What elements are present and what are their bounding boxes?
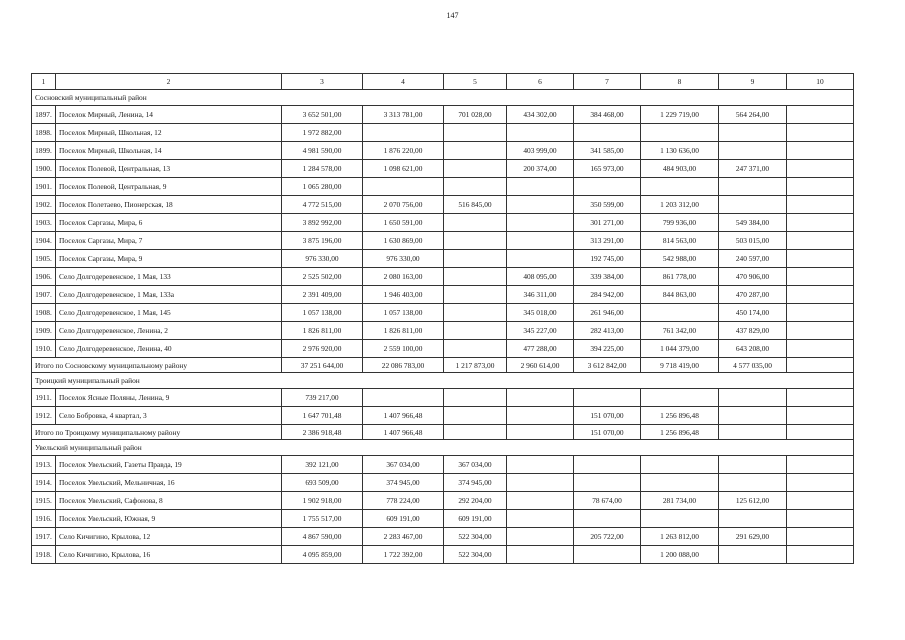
amount-cell bbox=[787, 232, 854, 250]
address-cell: Поселок Саргазы, Мира, 6 bbox=[56, 214, 282, 232]
amount-cell bbox=[719, 389, 787, 407]
address-cell: Село Долгодеревенское, Ленина, 40 bbox=[56, 340, 282, 358]
amount-cell: 4 981 590,00 bbox=[282, 142, 363, 160]
amount-cell: 205 722,00 bbox=[574, 528, 641, 546]
amount-cell: 477 288,00 bbox=[507, 340, 574, 358]
section-title: Троицкий муниципальный район bbox=[32, 373, 854, 389]
total-label: Итого по Сосновскому муниципальному району bbox=[32, 358, 282, 373]
amount-cell bbox=[507, 232, 574, 250]
table-row bbox=[32, 214, 854, 232]
amount-cell bbox=[719, 456, 787, 474]
amount-cell: 339 384,00 bbox=[574, 268, 641, 286]
amount-cell bbox=[444, 160, 507, 178]
address-cell: Поселок Полевой, Центральная, 13 bbox=[56, 160, 282, 178]
amount-cell: 192 745,00 bbox=[574, 250, 641, 268]
amount-cell: 522 304,00 bbox=[444, 528, 507, 546]
amount-cell: 313 291,00 bbox=[574, 232, 641, 250]
total-cell: 2 386 918,48 bbox=[282, 425, 363, 440]
amount-cell bbox=[787, 492, 854, 510]
column-header: 6 bbox=[507, 74, 574, 90]
address-cell: Село Долгодеревенское, 1 Мая, 133 bbox=[56, 268, 282, 286]
amount-cell: 437 829,00 bbox=[719, 322, 787, 340]
amount-cell: 4 867 590,00 bbox=[282, 528, 363, 546]
amount-cell bbox=[444, 407, 507, 425]
amount-cell bbox=[787, 304, 854, 322]
address-cell: Село Долгодеревенское, 1 Мая, 133а bbox=[56, 286, 282, 304]
amount-cell: 2 559 100,00 bbox=[363, 340, 444, 358]
amount-cell bbox=[787, 286, 854, 304]
amount-cell: 408 095,00 bbox=[507, 268, 574, 286]
table-row bbox=[32, 456, 854, 474]
amount-cell: 240 597,00 bbox=[719, 250, 787, 268]
amount-cell: 291 629,00 bbox=[719, 528, 787, 546]
amount-cell bbox=[641, 178, 719, 196]
amount-cell bbox=[574, 474, 641, 492]
amount-cell: 2 976 920,00 bbox=[282, 340, 363, 358]
row-number: 1905. bbox=[32, 250, 56, 268]
amount-cell: 778 224,00 bbox=[363, 492, 444, 510]
address-cell: Село Бобровка, 4 квартал, 3 bbox=[56, 407, 282, 425]
amount-cell bbox=[787, 389, 854, 407]
amount-cell bbox=[641, 124, 719, 142]
amount-cell: 281 734,00 bbox=[641, 492, 719, 510]
amount-cell: 1 284 578,00 bbox=[282, 160, 363, 178]
amount-cell bbox=[507, 389, 574, 407]
total-row bbox=[32, 425, 854, 440]
table-row bbox=[32, 474, 854, 492]
amount-cell: 1 263 812,00 bbox=[641, 528, 719, 546]
amount-cell: 739 217,00 bbox=[282, 389, 363, 407]
row-number: 1899. bbox=[32, 142, 56, 160]
amount-cell: 1 876 220,00 bbox=[363, 142, 444, 160]
address-cell: Поселок Мирный, Школьная, 14 bbox=[56, 142, 282, 160]
amount-cell: 374 945,00 bbox=[444, 474, 507, 492]
amount-cell bbox=[444, 340, 507, 358]
amount-cell: 484 903,00 bbox=[641, 160, 719, 178]
amount-cell: 1 057 138,00 bbox=[363, 304, 444, 322]
amount-cell: 1 826 811,00 bbox=[363, 322, 444, 340]
amount-cell: 346 311,00 bbox=[507, 286, 574, 304]
section-title: Сосновский муниципальный район bbox=[32, 90, 854, 106]
amount-cell: 350 599,00 bbox=[574, 196, 641, 214]
amount-cell bbox=[787, 407, 854, 425]
amount-cell: 976 330,00 bbox=[363, 250, 444, 268]
amount-cell bbox=[507, 456, 574, 474]
amount-cell: 374 945,00 bbox=[363, 474, 444, 492]
amount-cell bbox=[719, 178, 787, 196]
amount-cell: 151 070,00 bbox=[574, 407, 641, 425]
amount-cell: 1 256 896,48 bbox=[641, 407, 719, 425]
data-table bbox=[31, 73, 854, 564]
amount-cell bbox=[719, 510, 787, 528]
amount-cell: 292 204,00 bbox=[444, 492, 507, 510]
column-header: 5 bbox=[444, 74, 507, 90]
amount-cell: 693 509,00 bbox=[282, 474, 363, 492]
amount-cell: 799 936,00 bbox=[641, 214, 719, 232]
row-number: 1907. bbox=[32, 286, 56, 304]
amount-cell bbox=[719, 142, 787, 160]
table-row bbox=[32, 178, 854, 196]
amount-cell bbox=[787, 160, 854, 178]
table-row bbox=[32, 232, 854, 250]
column-header: 8 bbox=[641, 74, 719, 90]
table-row bbox=[32, 340, 854, 358]
total-cell bbox=[719, 425, 787, 440]
table-row bbox=[32, 106, 854, 124]
amount-cell bbox=[719, 196, 787, 214]
amount-cell bbox=[444, 142, 507, 160]
row-number: 1914. bbox=[32, 474, 56, 492]
total-cell: 2 960 614,00 bbox=[507, 358, 574, 373]
amount-cell: 503 015,00 bbox=[719, 232, 787, 250]
amount-cell: 434 302,00 bbox=[507, 106, 574, 124]
row-number: 1918. bbox=[32, 546, 56, 564]
row-number: 1913. bbox=[32, 456, 56, 474]
header-row bbox=[32, 74, 854, 90]
amount-cell bbox=[363, 178, 444, 196]
amount-cell bbox=[719, 407, 787, 425]
amount-cell bbox=[787, 178, 854, 196]
amount-cell: 1 647 701,48 bbox=[282, 407, 363, 425]
row-number: 1915. bbox=[32, 492, 56, 510]
amount-cell bbox=[507, 124, 574, 142]
amount-cell bbox=[444, 250, 507, 268]
row-number: 1910. bbox=[32, 340, 56, 358]
amount-cell bbox=[641, 304, 719, 322]
amount-cell: 392 121,00 bbox=[282, 456, 363, 474]
address-cell: Поселок Мирный, Ленина, 14 bbox=[56, 106, 282, 124]
amount-cell: 200 374,00 bbox=[507, 160, 574, 178]
amount-cell bbox=[787, 528, 854, 546]
row-number: 1909. bbox=[32, 322, 56, 340]
row-number: 1911. bbox=[32, 389, 56, 407]
amount-cell: 516 845,00 bbox=[444, 196, 507, 214]
amount-cell bbox=[641, 510, 719, 528]
total-cell: 1 217 873,00 bbox=[444, 358, 507, 373]
column-header: 4 bbox=[363, 74, 444, 90]
amount-cell: 1 972 882,00 bbox=[282, 124, 363, 142]
amount-cell bbox=[719, 474, 787, 492]
table-row bbox=[32, 268, 854, 286]
amount-cell bbox=[574, 510, 641, 528]
table-row bbox=[32, 250, 854, 268]
amount-cell bbox=[787, 546, 854, 564]
amount-cell bbox=[719, 546, 787, 564]
address-cell: Поселок Увельский, Южная, 9 bbox=[56, 510, 282, 528]
amount-cell: 4 772 515,00 bbox=[282, 196, 363, 214]
amount-cell: 3 892 992,00 bbox=[282, 214, 363, 232]
amount-cell bbox=[507, 214, 574, 232]
column-header: 3 bbox=[282, 74, 363, 90]
amount-cell: 470 906,00 bbox=[719, 268, 787, 286]
table-row bbox=[32, 160, 854, 178]
total-cell: 37 251 644,00 bbox=[282, 358, 363, 373]
amount-cell: 367 034,00 bbox=[444, 456, 507, 474]
amount-cell bbox=[444, 389, 507, 407]
amount-cell bbox=[787, 268, 854, 286]
amount-cell bbox=[574, 389, 641, 407]
amount-cell: 976 330,00 bbox=[282, 250, 363, 268]
row-number: 1906. bbox=[32, 268, 56, 286]
amount-cell: 2 525 502,00 bbox=[282, 268, 363, 286]
amount-cell: 261 946,00 bbox=[574, 304, 641, 322]
address-cell: Село Кичигино, Крылова, 16 bbox=[56, 546, 282, 564]
amount-cell: 1 200 088,00 bbox=[641, 546, 719, 564]
total-cell bbox=[787, 358, 854, 373]
amount-cell bbox=[787, 340, 854, 358]
column-header: 10 bbox=[787, 74, 854, 90]
amount-cell: 165 973,00 bbox=[574, 160, 641, 178]
amount-cell: 542 988,00 bbox=[641, 250, 719, 268]
amount-cell: 3 313 781,00 bbox=[363, 106, 444, 124]
amount-cell: 564 264,00 bbox=[719, 106, 787, 124]
amount-cell bbox=[507, 250, 574, 268]
amount-cell bbox=[444, 214, 507, 232]
amount-cell: 1 229 719,00 bbox=[641, 106, 719, 124]
amount-cell bbox=[787, 474, 854, 492]
total-row bbox=[32, 358, 854, 373]
amount-cell bbox=[787, 322, 854, 340]
amount-cell bbox=[641, 389, 719, 407]
amount-cell: 284 942,00 bbox=[574, 286, 641, 304]
amount-cell bbox=[507, 546, 574, 564]
row-number: 1902. bbox=[32, 196, 56, 214]
amount-cell bbox=[507, 178, 574, 196]
column-header: 7 bbox=[574, 74, 641, 90]
total-cell: 9 718 419,00 bbox=[641, 358, 719, 373]
row-number: 1898. bbox=[32, 124, 56, 142]
amount-cell: 1 902 918,00 bbox=[282, 492, 363, 510]
amount-cell bbox=[444, 286, 507, 304]
amount-cell bbox=[507, 196, 574, 214]
address-cell: Поселок Ясные Поляны, Ленина, 9 bbox=[56, 389, 282, 407]
column-header: 1 bbox=[32, 74, 56, 90]
section-title: Увельский муниципальный район bbox=[32, 440, 854, 456]
amount-cell: 301 271,00 bbox=[574, 214, 641, 232]
table-row bbox=[32, 407, 854, 425]
total-cell: 1 407 966,48 bbox=[363, 425, 444, 440]
table-row bbox=[32, 124, 854, 142]
amount-cell bbox=[507, 474, 574, 492]
row-number: 1908. bbox=[32, 304, 56, 322]
amount-cell: 2 391 409,00 bbox=[282, 286, 363, 304]
amount-cell: 367 034,00 bbox=[363, 456, 444, 474]
amount-cell: 1 755 517,00 bbox=[282, 510, 363, 528]
amount-cell bbox=[719, 124, 787, 142]
amount-cell bbox=[787, 510, 854, 528]
amount-cell bbox=[787, 456, 854, 474]
amount-cell: 345 227,00 bbox=[507, 322, 574, 340]
address-cell: Село Долгодеревенское, Ленина, 2 bbox=[56, 322, 282, 340]
address-cell: Село Долгодеревенское, 1 Мая, 145 bbox=[56, 304, 282, 322]
amount-cell bbox=[363, 124, 444, 142]
amount-cell: 341 585,00 bbox=[574, 142, 641, 160]
amount-cell: 1 044 379,00 bbox=[641, 340, 719, 358]
total-cell: 1 256 896,48 bbox=[641, 425, 719, 440]
total-cell: 4 577 035,00 bbox=[719, 358, 787, 373]
row-number: 1917. bbox=[32, 528, 56, 546]
amount-cell bbox=[787, 196, 854, 214]
table-row bbox=[32, 142, 854, 160]
amount-cell: 2 080 163,00 bbox=[363, 268, 444, 286]
amount-cell: 345 018,00 bbox=[507, 304, 574, 322]
row-number: 1903. bbox=[32, 214, 56, 232]
table-row bbox=[32, 546, 854, 564]
amount-cell: 609 191,00 bbox=[363, 510, 444, 528]
amount-cell bbox=[787, 250, 854, 268]
page-number: 147 bbox=[446, 11, 459, 20]
amount-cell: 470 287,00 bbox=[719, 286, 787, 304]
amount-cell: 761 342,00 bbox=[641, 322, 719, 340]
amount-cell bbox=[574, 546, 641, 564]
amount-cell bbox=[574, 124, 641, 142]
table-row bbox=[32, 528, 854, 546]
total-cell bbox=[444, 425, 507, 440]
amount-cell: 522 304,00 bbox=[444, 546, 507, 564]
table-body bbox=[32, 74, 854, 564]
table-row bbox=[32, 304, 854, 322]
amount-cell bbox=[574, 178, 641, 196]
amount-cell: 1 098 621,00 bbox=[363, 160, 444, 178]
amount-cell: 549 384,00 bbox=[719, 214, 787, 232]
total-cell: 22 086 783,00 bbox=[363, 358, 444, 373]
amount-cell: 1 722 392,00 bbox=[363, 546, 444, 564]
amount-cell: 1 203 312,00 bbox=[641, 196, 719, 214]
amount-cell: 1 826 811,00 bbox=[282, 322, 363, 340]
amount-cell: 814 563,00 bbox=[641, 232, 719, 250]
amount-cell bbox=[507, 528, 574, 546]
total-cell: 3 612 842,00 bbox=[574, 358, 641, 373]
amount-cell: 1 650 591,00 bbox=[363, 214, 444, 232]
row-number: 1897. bbox=[32, 106, 56, 124]
amount-cell: 3 652 501,00 bbox=[282, 106, 363, 124]
amount-cell: 861 778,00 bbox=[641, 268, 719, 286]
amount-cell: 2 283 467,00 bbox=[363, 528, 444, 546]
amount-cell: 1 130 636,00 bbox=[641, 142, 719, 160]
total-cell bbox=[507, 425, 574, 440]
amount-cell bbox=[787, 214, 854, 232]
address-cell: Поселок Полевой, Центральная, 9 bbox=[56, 178, 282, 196]
amount-cell bbox=[444, 268, 507, 286]
amount-cell bbox=[507, 407, 574, 425]
amount-cell: 4 095 859,00 bbox=[282, 546, 363, 564]
address-cell: Поселок Саргазы, Мира, 9 bbox=[56, 250, 282, 268]
total-cell: 151 070,00 bbox=[574, 425, 641, 440]
amount-cell: 394 225,00 bbox=[574, 340, 641, 358]
amount-cell: 247 371,00 bbox=[719, 160, 787, 178]
address-cell: Поселок Саргазы, Мира, 7 bbox=[56, 232, 282, 250]
amount-cell bbox=[641, 474, 719, 492]
amount-cell: 1 946 403,00 bbox=[363, 286, 444, 304]
amount-cell bbox=[641, 456, 719, 474]
address-cell: Село Кичигино, Крылова, 12 bbox=[56, 528, 282, 546]
amount-cell: 384 468,00 bbox=[574, 106, 641, 124]
row-number: 1912. bbox=[32, 407, 56, 425]
total-cell bbox=[787, 425, 854, 440]
address-cell: Поселок Увельский, Газеты Правда, 19 bbox=[56, 456, 282, 474]
amount-cell: 701 028,00 bbox=[444, 106, 507, 124]
amount-cell: 1 065 280,00 bbox=[282, 178, 363, 196]
address-cell: Поселок Мирный, Школьная, 12 bbox=[56, 124, 282, 142]
section-row bbox=[32, 440, 854, 456]
row-number: 1900. bbox=[32, 160, 56, 178]
amount-cell bbox=[787, 106, 854, 124]
amount-cell bbox=[444, 304, 507, 322]
amount-cell: 78 674,00 bbox=[574, 492, 641, 510]
amount-cell: 1 407 966,48 bbox=[363, 407, 444, 425]
amount-cell bbox=[444, 178, 507, 196]
amount-cell: 403 999,00 bbox=[507, 142, 574, 160]
amount-cell bbox=[363, 389, 444, 407]
table-row bbox=[32, 196, 854, 214]
table-row bbox=[32, 389, 854, 407]
table-row bbox=[32, 492, 854, 510]
amount-cell: 609 191,00 bbox=[444, 510, 507, 528]
amount-cell: 282 413,00 bbox=[574, 322, 641, 340]
amount-cell bbox=[507, 492, 574, 510]
amount-cell bbox=[574, 456, 641, 474]
address-cell: Поселок Увельский, Сафонова, 8 bbox=[56, 492, 282, 510]
table-row bbox=[32, 322, 854, 340]
amount-cell: 1 057 138,00 bbox=[282, 304, 363, 322]
amount-cell bbox=[444, 232, 507, 250]
amount-cell bbox=[444, 322, 507, 340]
amount-cell bbox=[444, 124, 507, 142]
address-cell: Поселок Полетаево, Пионерская, 18 bbox=[56, 196, 282, 214]
row-number: 1904. bbox=[32, 232, 56, 250]
amount-cell bbox=[787, 142, 854, 160]
amount-cell: 1 630 869,00 bbox=[363, 232, 444, 250]
amount-cell: 125 612,00 bbox=[719, 492, 787, 510]
column-header: 9 bbox=[719, 74, 787, 90]
section-row bbox=[32, 373, 854, 389]
table-row bbox=[32, 286, 854, 304]
total-label: Итого по Троицкому муниципальному району bbox=[32, 425, 282, 440]
amount-cell bbox=[787, 124, 854, 142]
amount-cell: 643 208,00 bbox=[719, 340, 787, 358]
column-header: 2 bbox=[56, 74, 282, 90]
amount-cell: 2 070 756,00 bbox=[363, 196, 444, 214]
amount-cell: 450 174,00 bbox=[719, 304, 787, 322]
amount-cell bbox=[507, 510, 574, 528]
address-cell: Поселок Увельский, Мельничная, 16 bbox=[56, 474, 282, 492]
section-row bbox=[32, 90, 854, 106]
table-row bbox=[32, 510, 854, 528]
row-number: 1901. bbox=[32, 178, 56, 196]
amount-cell: 3 875 196,00 bbox=[282, 232, 363, 250]
row-number: 1916. bbox=[32, 510, 56, 528]
amount-cell: 844 863,00 bbox=[641, 286, 719, 304]
